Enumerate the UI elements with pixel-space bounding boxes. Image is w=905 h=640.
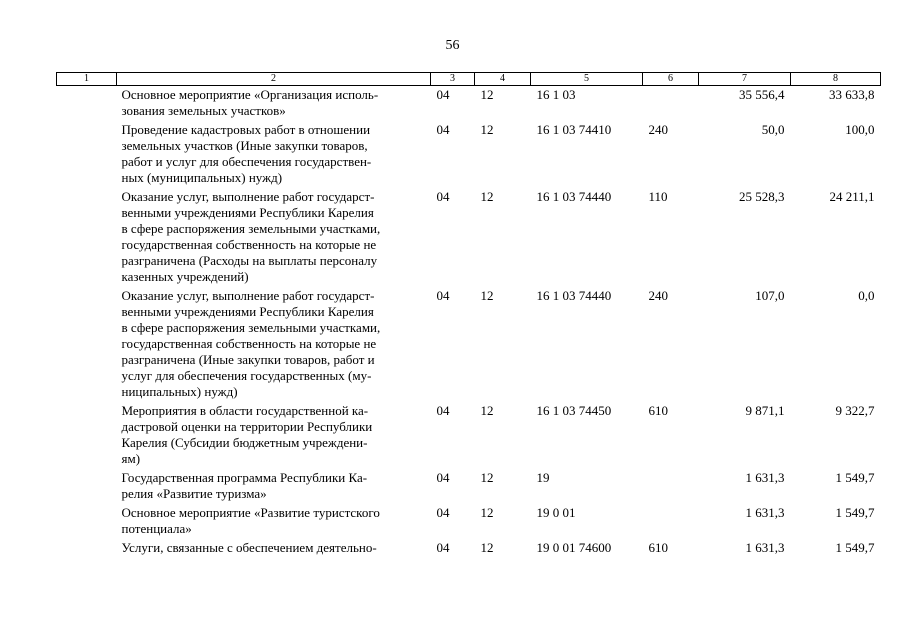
row-subsection: 12	[480, 403, 494, 418]
row-amount-2: 1 549,7	[835, 505, 875, 520]
row-article: 16 1 03 74410	[536, 122, 612, 137]
row-column-1	[57, 504, 117, 539]
row-expense-type: 110	[648, 189, 668, 204]
row-amount-1: 1 631,3	[745, 505, 785, 520]
row-expense-type	[643, 86, 699, 122]
row-column-1	[57, 402, 117, 469]
row-amount-2: 100,0	[845, 122, 875, 137]
row-amount-1: 35 556,4	[739, 87, 785, 102]
row-subsection: 12	[480, 87, 494, 102]
row-article: 19 0 01 74600	[536, 540, 612, 555]
row-section: 04	[436, 87, 450, 102]
row-section: 04	[436, 189, 450, 204]
table-body	[57, 86, 881, 559]
page-number: 56	[445, 38, 460, 53]
row-subsection: 12	[480, 505, 494, 520]
table-row	[57, 402, 881, 469]
row-expense-type: 240	[648, 122, 668, 137]
row-section: 04	[436, 122, 450, 137]
row-amount-1: 25 528,3	[739, 189, 785, 204]
column-header-6: 6	[643, 73, 699, 86]
row-name: Основное мероприятие «Развитие туристского потенциала»	[121, 505, 380, 536]
table-row	[57, 539, 881, 558]
table-row	[57, 287, 881, 402]
row-column-1	[57, 539, 117, 558]
row-amount-1: 50,0	[761, 122, 785, 137]
row-amount-2: 9 322,7	[835, 403, 875, 418]
row-article: 16 1 03 74440	[536, 189, 612, 204]
row-section: 04	[436, 403, 450, 418]
row-article: 16 1 03	[536, 87, 576, 102]
row-amount-1: 1 631,3	[745, 540, 785, 555]
row-subsection: 12	[480, 122, 494, 137]
column-header-1: 1	[57, 73, 117, 86]
row-subsection: 12	[480, 540, 494, 555]
column-header-7: 7	[699, 73, 791, 86]
row-subsection: 12	[480, 288, 494, 303]
row-section: 04	[436, 288, 450, 303]
row-section: 04	[436, 540, 450, 555]
row-amount-1: 107,0	[755, 288, 785, 303]
row-expense-type: 610	[648, 403, 668, 418]
row-article: 16 1 03 74440	[536, 288, 612, 303]
table-row	[57, 188, 881, 287]
row-amount-2: 33 633,8	[829, 87, 875, 102]
table-header	[57, 73, 881, 86]
column-header-3: 3	[431, 73, 475, 86]
row-column-1	[57, 469, 117, 504]
row-amount-2: 1 549,7	[835, 540, 875, 555]
row-name: Государственная программа Республики Ка- релия «Развитие туризма»	[121, 470, 368, 501]
column-header-2: 2	[117, 73, 431, 86]
budget-table	[56, 72, 881, 558]
row-section: 04	[436, 505, 450, 520]
row-name: Услуги, связанные с обеспечением деятельно-	[121, 540, 377, 555]
row-subsection: 12	[480, 189, 494, 204]
row-column-1	[57, 86, 117, 122]
table-row	[57, 469, 881, 504]
row-expense-type: 610	[648, 540, 668, 555]
table-row	[57, 86, 881, 122]
table-row	[57, 121, 881, 188]
row-amount-1: 1 631,3	[745, 470, 785, 485]
row-name: Основное мероприятие «Организация исполь- зования земельных участков»	[121, 87, 379, 118]
row-amount-2: 1 549,7	[835, 470, 875, 485]
row-column-1	[57, 188, 117, 287]
row-article: 19 0 01	[536, 505, 576, 520]
header-row	[57, 73, 881, 86]
row-expense-type	[643, 504, 699, 539]
row-column-1	[57, 287, 117, 402]
row-subsection: 12	[480, 470, 494, 485]
column-header-4: 4	[475, 73, 531, 86]
table-row	[57, 504, 881, 539]
row-expense-type: 240	[648, 288, 668, 303]
row-article: 16 1 03 74450	[536, 403, 612, 418]
row-section: 04	[436, 470, 450, 485]
row-expense-type	[643, 469, 699, 504]
row-column-1	[57, 121, 117, 188]
row-name: Оказание услуг, выполнение работ государст- венными учреждениями Республики Карелия в сфере распоряжения земельными участками, государственная собственность на которые не разграничена (Расходы на выплаты персоналу казенных учреждений)	[121, 189, 381, 284]
row-name: Оказание услуг, выполнение работ государст- венными учреждениями Республики Карелия в сфере распоряжения земельными участками, государственная собственность на которые не разграничена (Иные закупки товаров, работ и услуг для обеспечения государственных (му- ниципальных) нужд)	[121, 288, 381, 399]
row-amount-2: 0,0	[858, 288, 875, 303]
row-name: Мероприятия в области государственной ка- дастровой оценки на территории Республики Карелия (Субсидии бюджетным учреждени- ям)	[121, 403, 373, 466]
row-amount-2: 24 211,1	[829, 189, 875, 204]
row-article: 19	[536, 470, 550, 485]
column-header-5: 5	[531, 73, 643, 86]
column-header-8: 8	[791, 73, 881, 86]
row-name: Проведение кадастровых работ в отношении земельных участков (Иные закупки товаров, работ и услуг для обеспечения государствен- ных (муниципальных) нужд)	[121, 122, 372, 185]
row-amount-1: 9 871,1	[745, 403, 785, 418]
